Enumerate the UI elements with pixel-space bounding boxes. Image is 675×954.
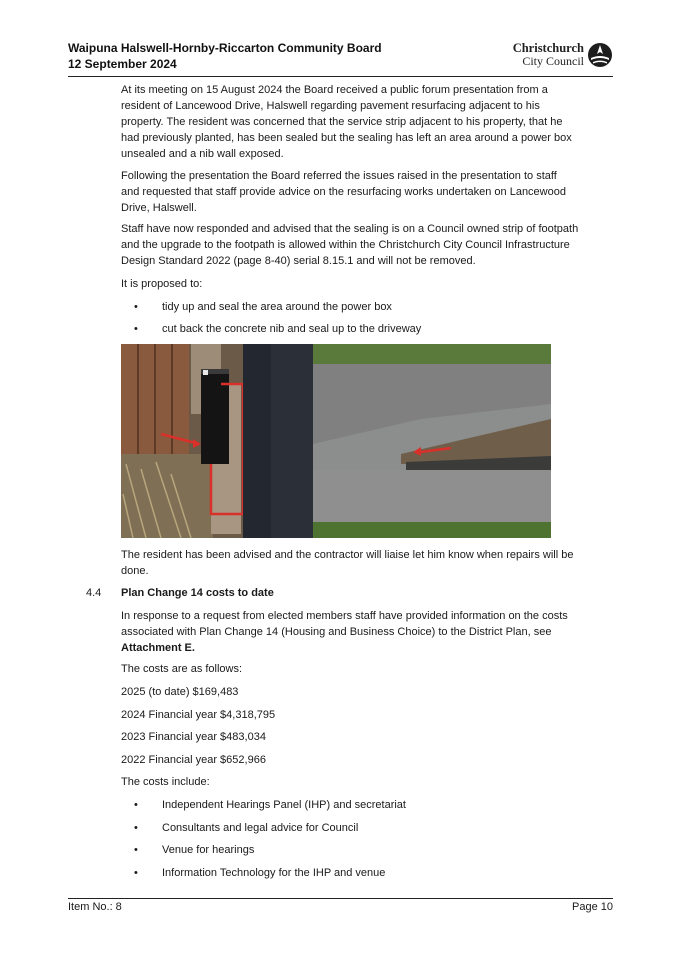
page-number: Page 10 bbox=[572, 901, 613, 913]
text-line: Drive, Halswell. bbox=[121, 202, 197, 214]
text-line: had previously planted, has been sealed but the sealing has left an area around a power box bbox=[121, 132, 572, 144]
header-rule bbox=[68, 76, 613, 77]
photo-concrete-nib bbox=[313, 344, 551, 538]
page-footer bbox=[68, 898, 613, 913]
cost-line bbox=[121, 684, 611, 700]
text-line: 2024 Financial year $4,318,795 bbox=[121, 709, 276, 721]
bullet-icon: • bbox=[134, 323, 138, 335]
text-line: Staff have now responded and advised that the sealing is on a Council owned strip of footpath bbox=[121, 223, 579, 235]
costs-intro bbox=[121, 661, 611, 677]
logo-text-line2: City Council bbox=[522, 54, 584, 68]
text-line: It is proposed to: bbox=[121, 278, 203, 290]
paragraph-resident-advised bbox=[121, 547, 611, 579]
text-line: The costs include: bbox=[121, 776, 210, 788]
paragraph-plan-change bbox=[121, 608, 611, 656]
bullet-icon: • bbox=[134, 799, 138, 811]
text-line: resident of Lancewood Drive, Halswell regarding pavement resurfacing adjacent to his bbox=[121, 100, 540, 112]
text-line: 2023 Financial year $483,034 bbox=[121, 731, 266, 743]
section-title: Plan Change 14 costs to date bbox=[121, 587, 274, 599]
footer-rule bbox=[68, 898, 613, 899]
cost-line bbox=[121, 707, 611, 723]
list-item-text: Consultants and legal advice for Council bbox=[162, 822, 359, 834]
text-line: and the upgrade to the footpath is allowed within the Christchurch City Council Infrastructure bbox=[121, 239, 570, 251]
list-item-text: tidy up and seal the area around the power box bbox=[162, 301, 392, 313]
section-number: 4.4 bbox=[86, 587, 102, 599]
page-header bbox=[68, 40, 613, 76]
text-line: The resident has been advised and the contractor will liaise let him know when repairs will be bbox=[121, 549, 574, 561]
list-item-text: Information Technology for the IHP and venue bbox=[162, 867, 386, 879]
cost-line bbox=[121, 729, 611, 745]
text-line: associated with Plan Change 14 (Housing and Business Choice) to the District Plan, see bbox=[121, 626, 552, 638]
paragraph-referral bbox=[121, 168, 611, 216]
proposed-intro bbox=[121, 276, 611, 292]
text-line: At its meeting on 15 August 2024 the Board received a public forum presentation from a bbox=[121, 84, 548, 96]
text-line: Design Standard 2022 (page 8-40) serial 8.15.1 and will not be removed. bbox=[121, 255, 476, 267]
text-line: unsealed and a nib wall exposed. bbox=[121, 148, 284, 160]
attachment-reference: Attachment E. bbox=[121, 642, 195, 654]
list-item-text: Independent Hearings Panel (IHP) and secretariat bbox=[162, 799, 406, 811]
item-number: Item No.: 8 bbox=[68, 901, 122, 913]
bullet-icon: • bbox=[134, 867, 138, 879]
bullet-icon: • bbox=[134, 822, 138, 834]
logo-text-line1: Christchurch bbox=[512, 41, 584, 55]
bullet-icon: • bbox=[134, 844, 138, 856]
text-line: Following the presentation the Board referred the issues raised in the presentation to staff bbox=[121, 170, 557, 182]
paragraph-staff-response bbox=[121, 221, 611, 269]
text-line: done. bbox=[121, 565, 149, 577]
list-item-text: cut back the concrete nib and seal up to the driveway bbox=[162, 323, 422, 335]
include-intro bbox=[121, 774, 611, 790]
text-line: The costs are as follows: bbox=[121, 663, 243, 675]
council-logo bbox=[513, 40, 613, 70]
list-item-text: Venue for hearings bbox=[162, 844, 255, 856]
board-title: Waipuna Halswell-Hornby-Riccarton Community Board bbox=[68, 41, 382, 55]
meeting-date: 12 September 2024 bbox=[68, 57, 177, 71]
paragraph-public-forum bbox=[121, 82, 611, 162]
text-line: 2022 Financial year $652,966 bbox=[121, 754, 266, 766]
cost-line bbox=[121, 752, 611, 768]
text-line: 2025 (to date) $169,483 bbox=[121, 686, 239, 698]
cathedral-logo-icon bbox=[587, 42, 613, 68]
bullet-icon: • bbox=[134, 301, 138, 313]
text-line: and requested that staff provide advice on the resurfacing works undertaken on Lancewood bbox=[121, 186, 566, 198]
text-line: property. The resident was concerned that the service strip adjacent to his property, that he bbox=[121, 116, 563, 128]
text-line: In response to a request from elected members staff have provided information on the costs bbox=[121, 610, 568, 622]
site-photo-composite bbox=[121, 344, 551, 538]
photo-power-box bbox=[121, 344, 313, 538]
